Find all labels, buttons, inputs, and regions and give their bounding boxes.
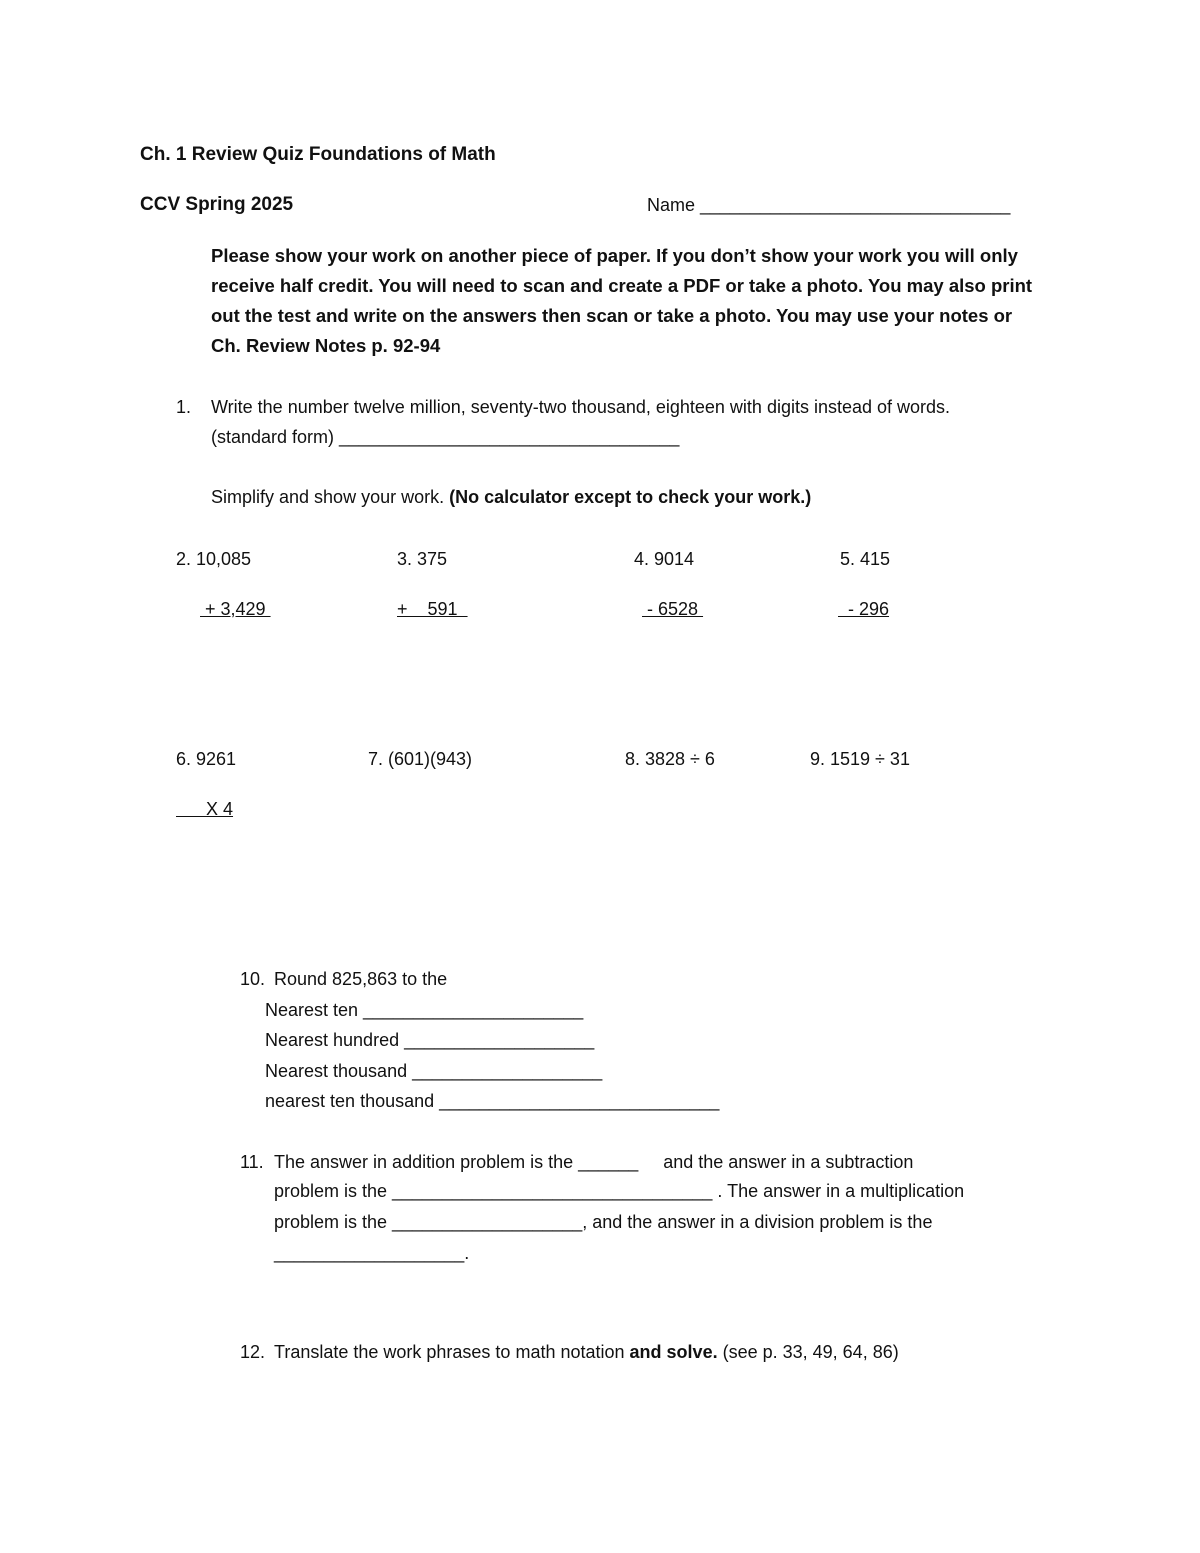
question-6-top: 6. 9261 <box>176 749 237 769</box>
question-2-top: 2. 10,085 <box>176 549 252 569</box>
question-number: 12. <box>240 1342 266 1362</box>
question-12-text <box>274 1341 899 1363</box>
question-1-text: Write the number twelve million, seventy-two thousand, eighteen with digits instead of words. <box>211 397 951 417</box>
question-11-line: problem is the ________________________________ . The answer in a multiplication <box>274 1181 965 1201</box>
instruction-line: receive half credit. You will need to scan and create a PDF or take a photo. You may also print <box>211 275 1033 296</box>
instruction-line: out the test and write on the answers then scan or take a photo. You may use your notes or <box>211 305 1013 326</box>
instructions <box>211 241 1061 361</box>
round-nearest-hundred[interactable]: Nearest hundred ___________________ <box>265 1030 595 1050</box>
question-4-bottom: - 6528 <box>642 599 704 619</box>
question-number: 11. <box>240 1152 264 1172</box>
question-11-line: ___________________. <box>274 1243 470 1263</box>
question-12-phrase: Translate the work phrases to math notation <box>274 1342 625 1362</box>
question-5-bottom: - 296 <box>838 599 890 619</box>
question-11-line: The answer in addition problem is the ______ and the answer in a subtraction <box>274 1152 914 1172</box>
round-nearest-ten[interactable]: Nearest ten ______________________ <box>265 1000 584 1020</box>
question-11-line: problem is the ___________________, and the answer in a division problem is the <box>274 1212 933 1232</box>
round-nearest-ten-thousand[interactable]: nearest ten thousand ____________________________ <box>265 1091 720 1111</box>
simplify-text: Simplify and show your work. <box>211 487 445 507</box>
round-nearest-thousand[interactable]: Nearest thousand ___________________ <box>265 1061 603 1081</box>
question-7: 7. (601)(943) <box>368 749 473 769</box>
simplify-bold: (No calculator except to check your work.) <box>449 487 812 507</box>
question-3-bottom: + 591 <box>397 599 468 619</box>
page-title: Ch. 1 Review Quiz Foundations of Math <box>140 144 496 165</box>
question-8: 8. 3828 ÷ 6 <box>625 749 715 769</box>
question-number: 1. <box>176 397 192 417</box>
question-1-answer-line[interactable]: (standard form) __________________________________ <box>211 427 680 447</box>
course-label: CCV Spring 2025 <box>140 194 294 215</box>
question-3-top: 3. 375 <box>397 549 448 569</box>
name-field[interactable]: Name _______________________________ <box>647 195 1011 215</box>
question-4-top: 4. 9014 <box>634 549 695 569</box>
instruction-line: Please show your work on another piece of paper. If you don’t show your work you will only <box>211 245 1018 266</box>
simplify-instruction <box>211 486 811 508</box>
question-number: 10. <box>240 969 266 989</box>
question-6-bottom: X 4 <box>176 799 234 819</box>
question-2-bottom: + 3,429 <box>200 599 271 619</box>
question-9: 9. 1519 ÷ 31 <box>810 749 910 769</box>
instruction-line: Ch. Review Notes p. 92-94 <box>211 335 441 356</box>
question-12-bold: and solve. <box>629 1342 718 1362</box>
question-12-pages: (see p. 33, 49, 64, 86) <box>722 1342 899 1362</box>
question-10-title: Round 825,863 to the <box>274 969 448 989</box>
question-5-top: 5. 415 <box>840 549 891 569</box>
